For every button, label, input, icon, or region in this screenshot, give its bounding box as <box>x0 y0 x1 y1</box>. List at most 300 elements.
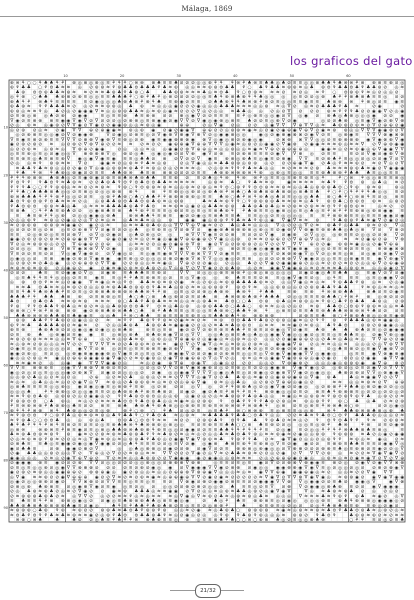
stitch-symbol: ≋ <box>180 166 184 171</box>
stitch-symbol: ○ <box>140 414 144 419</box>
stitch-symbol: ⊕ <box>83 152 87 157</box>
stitch-symbol: ⚘ <box>44 422 48 428</box>
stitch-symbol: ◎ <box>259 333 263 338</box>
stitch-symbol: ♣ <box>281 299 285 305</box>
stitch-symbol: ∇ <box>190 332 195 338</box>
stitch-symbol: ⊛ <box>100 185 104 190</box>
stitch-symbol: ♣ <box>366 413 370 419</box>
stitch-symbol: ◎ <box>225 380 229 385</box>
stitch-symbol: ⊛ <box>344 242 348 247</box>
stitch-symbol: ≋ <box>83 100 87 105</box>
stitch-symbol: ⊘ <box>157 352 161 357</box>
stitch-symbol: ♣ <box>310 194 314 200</box>
stitch-symbol: ⊜ <box>38 281 42 286</box>
stitch-symbol: ⊛ <box>50 228 54 233</box>
stitch-symbol: ⊜ <box>16 81 20 86</box>
stitch-symbol: ≋ <box>248 105 252 110</box>
stitch-symbol: ⊘ <box>304 361 308 366</box>
stitch-symbol: ⊘ <box>298 456 302 461</box>
stitch-symbol: ♣ <box>157 398 161 404</box>
stitch-symbol: ◉ <box>270 266 274 271</box>
stitch-symbol: ≋ <box>157 314 161 319</box>
stitch-symbol: ◎ <box>236 147 240 152</box>
stitch-symbol: ◉ <box>117 252 121 257</box>
stitch-symbol: ⊛ <box>27 219 31 224</box>
stitch-symbol: ∇ <box>383 165 388 171</box>
stitch-symbol: ⊘ <box>389 390 393 395</box>
stitch-symbol: ⊘ <box>83 166 87 171</box>
stitch-symbol: ♣ <box>21 189 25 195</box>
stitch-symbol: ○ <box>129 81 133 86</box>
stitch-symbol: ◎ <box>72 219 76 224</box>
stitch-symbol: ♣ <box>372 308 376 314</box>
stitch-symbol: ⊜ <box>248 90 252 95</box>
stitch-symbol: ⊘ <box>253 242 257 247</box>
stitch-symbol: ∇ <box>281 151 286 157</box>
stitch-symbol: ◎ <box>383 95 387 100</box>
stitch-symbol: ◉ <box>89 266 93 271</box>
stitch-symbol: ⊜ <box>117 309 121 314</box>
stitch-symbol: ◎ <box>72 304 76 309</box>
stitch-symbol: ⊛ <box>242 152 246 157</box>
stitch-symbol: ≋ <box>293 418 297 423</box>
stitch-symbol: ∇ <box>89 123 94 129</box>
stitch-symbol: ⊕ <box>281 376 285 381</box>
stitch-symbol: ⊛ <box>21 114 25 119</box>
stitch-symbol: ⊗ <box>395 361 399 366</box>
stitch-symbol: ⊘ <box>310 223 314 228</box>
stitch-symbol: ≋ <box>219 347 223 352</box>
stitch-symbol: ≋ <box>265 304 269 309</box>
stitch-symbol: ♣ <box>55 322 59 328</box>
stitch-symbol: ⊘ <box>298 304 302 309</box>
stitch-symbol: ◉ <box>106 257 110 262</box>
stitch-symbol: ⊘ <box>378 404 382 409</box>
stitch-symbol: ◉ <box>202 342 206 347</box>
stitch-symbol: ⊛ <box>349 95 353 100</box>
stitch-symbol: ⊛ <box>117 200 121 205</box>
stitch-symbol: ⊛ <box>16 338 20 343</box>
stitch-symbol: ⊛ <box>44 428 48 433</box>
stitch-symbol: ⊘ <box>129 133 133 138</box>
stitch-symbol: ⊘ <box>78 138 82 143</box>
stitch-symbol: ◎ <box>174 266 178 271</box>
stitch-symbol: ◎ <box>185 162 189 167</box>
stitch-symbol: ⊘ <box>349 262 353 267</box>
stitch-symbol: ≋ <box>191 423 195 428</box>
stitch-symbol: ⚘ <box>247 441 251 447</box>
stitch-symbol: ◉ <box>16 119 20 124</box>
stitch-symbol: ◎ <box>100 409 104 414</box>
stitch-symbol: ◉ <box>78 166 82 171</box>
stitch-symbol: ⊗ <box>383 252 387 257</box>
stitch-symbol: ⊘ <box>253 347 257 352</box>
stitch-symbol: ○ <box>344 190 348 195</box>
stitch-symbol: ≋ <box>287 290 291 295</box>
stitch-symbol: ⊕ <box>185 447 189 452</box>
stitch-symbol: ≋ <box>27 442 31 447</box>
stitch-symbol: ⊛ <box>123 428 127 433</box>
stitch-symbol: ◎ <box>304 437 308 442</box>
stitch-symbol: ♣ <box>366 427 370 433</box>
stitch-symbol: ◉ <box>66 257 70 262</box>
stitch-symbol: ◎ <box>259 323 263 328</box>
stitch-symbol: ⊛ <box>146 328 150 333</box>
stitch-symbol: ⊘ <box>89 376 93 381</box>
stitch-symbol: ≋ <box>259 114 263 119</box>
stitch-symbol: ⊘ <box>372 242 376 247</box>
stitch-symbol: ⊜ <box>50 200 54 205</box>
stitch-symbol: ⚘ <box>230 413 234 419</box>
stitch-symbol: ∇ <box>219 142 224 148</box>
stitch-symbol: ◎ <box>276 271 280 276</box>
stitch-symbol: ○ <box>338 295 342 300</box>
stitch-symbol: ≋ <box>180 204 184 209</box>
stitch-symbol: ♣ <box>134 113 138 119</box>
stitch-symbol: ◎ <box>264 252 268 257</box>
stitch-symbol: ⊘ <box>208 395 212 400</box>
stitch-symbol: ⊕ <box>298 262 302 267</box>
stitch-symbol: ♣ <box>349 227 353 233</box>
stitch-symbol: ♣ <box>123 284 127 290</box>
stitch-symbol: ⊛ <box>225 200 229 205</box>
stitch-symbol: ♣ <box>338 299 342 305</box>
stitch-symbol: ≋ <box>117 319 121 324</box>
stitch-symbol: ⊘ <box>72 442 76 447</box>
stitch-symbol: ♣ <box>32 318 36 324</box>
stitch-symbol: ◎ <box>197 376 201 381</box>
stitch-symbol: ⊛ <box>38 119 42 124</box>
stitch-symbol: ⊛ <box>61 395 65 400</box>
stitch-symbol: ◎ <box>383 181 387 186</box>
stitch-symbol: ♣ <box>247 218 251 224</box>
stitch-symbol: ◉ <box>389 452 393 457</box>
stitch-symbol: ⊛ <box>248 242 252 247</box>
stitch-symbol: ♣ <box>344 280 348 286</box>
stitch-symbol: ∇ <box>202 132 207 138</box>
stitch-symbol: ≋ <box>38 442 42 447</box>
stitch-symbol: ≋ <box>140 242 144 247</box>
stitch-symbol: ⊘ <box>310 166 314 171</box>
stitch-symbol: ♣ <box>219 413 223 419</box>
stitch-symbol: ◎ <box>174 404 178 409</box>
stitch-symbol: ◎ <box>100 214 104 219</box>
stitch-symbol: ⊛ <box>16 428 20 433</box>
stitch-symbol: ⊛ <box>344 214 348 219</box>
stitch-symbol: ◎ <box>163 238 167 243</box>
stitch-symbol: ∇ <box>400 156 405 162</box>
stitch-symbol: ⊘ <box>389 114 393 119</box>
stitch-symbol: ⊘ <box>383 404 387 409</box>
stitch-symbol: ⊛ <box>236 347 240 352</box>
stitch-symbol: ◎ <box>83 105 87 110</box>
stitch-symbol: ◎ <box>191 399 195 404</box>
stitch-symbol: ⊛ <box>123 152 127 157</box>
stitch-symbol: ⊘ <box>270 133 274 138</box>
stitch-symbol: ◎ <box>400 185 404 190</box>
stitch-symbol: ⊛ <box>10 105 14 110</box>
stitch-symbol: ⚘ <box>49 275 53 281</box>
stitch-symbol: ♣ <box>338 284 342 290</box>
stitch-symbol: ◎ <box>315 338 319 343</box>
stitch-symbol: ⊘ <box>361 357 365 362</box>
stitch-symbol: ≋ <box>180 181 184 186</box>
stitch-symbol: ≋ <box>163 209 167 214</box>
stitch-symbol: ⊘ <box>293 404 297 409</box>
stitch-symbol: ◎ <box>293 295 297 300</box>
stitch-symbol: ≋ <box>134 385 138 390</box>
stitch-symbol: ◎ <box>304 433 308 438</box>
stitch-symbol: ◎ <box>304 395 308 400</box>
stitch-symbol: ⊛ <box>146 276 150 281</box>
stitch-symbol: ◎ <box>163 105 167 110</box>
stitch-symbol: ⊛ <box>372 285 376 290</box>
stitch-symbol: ∇ <box>264 232 269 238</box>
stitch-symbol: ♣ <box>55 89 59 95</box>
stitch-symbol: ⚘ <box>344 170 348 176</box>
stitch-symbol: ⊜ <box>50 418 54 423</box>
stitch-symbol: ◎ <box>168 371 172 376</box>
stitch-symbol: ∇ <box>190 275 195 281</box>
stitch-symbol: ⊛ <box>265 276 269 281</box>
stitch-symbol: ⊗ <box>293 133 297 138</box>
stitch-symbol: ⊜ <box>33 395 37 400</box>
stitch-symbol: ≋ <box>33 347 37 352</box>
stitch-symbol: ♣ <box>310 199 314 205</box>
stitch-symbol: ◎ <box>117 276 121 281</box>
stitch-symbol: ⊘ <box>83 162 87 167</box>
stitch-symbol: ≋ <box>259 152 263 157</box>
stitch-symbol: ∇ <box>207 375 212 381</box>
stitch-symbol: ∇ <box>366 127 371 133</box>
stitch-symbol: ≋ <box>253 128 257 133</box>
stitch-symbol: ⊜ <box>219 190 223 195</box>
stitch-symbol: ◎ <box>66 176 70 181</box>
stitch-symbol: ⊘ <box>67 437 71 442</box>
stitch-symbol: ∇ <box>371 451 376 457</box>
stitch-symbol: ♣ <box>310 208 314 214</box>
stitch-symbol: ⊘ <box>180 418 184 423</box>
stitch-symbol: ♣ <box>253 417 257 423</box>
stitch-symbol: ⊜ <box>332 209 336 214</box>
stitch-symbol: ⊜ <box>248 195 252 200</box>
stitch-symbol: ⊘ <box>389 376 393 381</box>
stitch-symbol: ◎ <box>264 214 268 219</box>
stitch-symbol: ⊛ <box>117 86 121 91</box>
stitch-symbol: ♣ <box>168 308 172 314</box>
stitch-symbol: ⊘ <box>338 262 342 267</box>
stitch-symbol: ⊘ <box>304 447 308 452</box>
stitch-symbol: ⊘ <box>270 152 274 157</box>
stitch-symbol: ♣ <box>112 199 116 205</box>
stitch-symbol: ∇ <box>213 451 218 457</box>
stitch-symbol: ◉ <box>72 223 76 228</box>
stitch-symbol: ◎ <box>129 242 133 247</box>
stitch-symbol: ⚘ <box>146 94 150 100</box>
stitch-symbol: ⊜ <box>16 300 20 305</box>
stitch-symbol: ♣ <box>55 313 59 319</box>
stitch-symbol: ⊘ <box>197 204 201 209</box>
stitch-symbol: ◎ <box>389 162 393 167</box>
stitch-symbol: ♣ <box>27 85 31 91</box>
stitch-symbol: ≋ <box>129 143 133 148</box>
stitch-symbol: ⊛ <box>168 328 172 333</box>
stitch-symbol: ⊕ <box>180 143 184 148</box>
stitch-symbol: ⊛ <box>361 209 365 214</box>
stitch-symbol: ◉ <box>304 114 308 119</box>
stitch-symbol: ≋ <box>276 276 280 281</box>
stitch-symbol: ⊘ <box>276 399 280 404</box>
stitch-symbol: ◎ <box>259 157 263 162</box>
stitch-symbol: ◎ <box>395 109 399 114</box>
stitch-symbol: ∇ <box>309 237 314 243</box>
stitch-symbol: ∇ <box>388 365 393 371</box>
stitch-symbol: ◎ <box>321 247 325 252</box>
stitch-symbol: ⊛ <box>304 399 308 404</box>
stitch-symbol: ⊕ <box>95 452 99 457</box>
stitch-symbol: ◎ <box>327 361 331 366</box>
stitch-symbol: ⊘ <box>304 390 308 395</box>
stitch-symbol: ⊕ <box>400 262 404 267</box>
stitch-symbol: ⊘ <box>400 181 404 186</box>
stitch-symbol: ◎ <box>247 109 251 114</box>
stitch-symbol: ⊛ <box>327 157 331 162</box>
stitch-symbol: ⊘ <box>38 143 42 148</box>
stitch-symbol: ⊜ <box>151 204 155 209</box>
stitch-symbol: ≋ <box>112 209 116 214</box>
stitch-symbol: ⚘ <box>123 89 127 95</box>
stitch-symbol: ⊘ <box>61 124 65 129</box>
stitch-symbol: ♣ <box>355 94 359 100</box>
stitch-symbol: ♣ <box>117 94 121 100</box>
stitch-symbol: ≋ <box>112 342 116 347</box>
stitch-symbol: ≋ <box>366 271 370 276</box>
stitch-symbol: ◉ <box>400 114 404 119</box>
stitch-symbol: ◎ <box>174 423 178 428</box>
stitch-symbol: ⊘ <box>95 328 99 333</box>
stitch-symbol: ⊛ <box>38 433 42 438</box>
stitch-symbol: ◎ <box>389 414 393 419</box>
stitch-symbol: ⊘ <box>106 143 110 148</box>
stitch-symbol: ♣ <box>259 413 263 419</box>
stitch-symbol: ◉ <box>214 119 218 124</box>
stitch-symbol: ⊘ <box>168 119 172 124</box>
stitch-symbol: ◉ <box>270 143 274 148</box>
stitch-symbol: ≋ <box>95 414 99 419</box>
stitch-symbol: ≋ <box>236 456 240 461</box>
stitch-symbol: ♣ <box>276 294 280 300</box>
stitch-symbol: ◎ <box>168 338 172 343</box>
stitch-symbol: ◎ <box>298 418 302 423</box>
stitch-symbol: ◎ <box>315 233 319 238</box>
stitch-symbol: ⊛ <box>265 100 269 105</box>
stitch-symbol: ⊕ <box>287 376 291 381</box>
stitch-symbol: ≋ <box>208 195 212 200</box>
stitch-symbol: ⚘ <box>230 436 234 442</box>
stitch-symbol: ⊛ <box>253 371 257 376</box>
stitch-symbol: ◉ <box>180 319 184 324</box>
stitch-symbol: ∇ <box>100 261 105 267</box>
stitch-symbol: ⊜ <box>338 418 342 423</box>
stitch-symbol: ◉ <box>191 437 195 442</box>
stitch-symbol: ∇ <box>207 137 212 143</box>
stitch-symbol: ≋ <box>310 181 314 186</box>
stitch-symbol: ⊛ <box>321 95 325 100</box>
stitch-symbol: ◎ <box>355 342 359 347</box>
stitch-symbol: ≋ <box>140 114 144 119</box>
stitch-symbol: ♣ <box>157 180 161 186</box>
stitch-symbol: ♣ <box>213 417 217 423</box>
stitch-symbol: ◉ <box>66 361 70 366</box>
stitch-symbol: ∇ <box>292 280 297 286</box>
stitch-symbol: ◉ <box>270 333 274 338</box>
stitch-symbol: ⊛ <box>202 399 206 404</box>
stitch-symbol: ♣ <box>242 203 246 209</box>
stitch-symbol: ⊘ <box>44 252 48 257</box>
stitch-symbol: ⊜ <box>16 181 20 186</box>
stitch-symbol: ◉ <box>16 257 20 262</box>
stitch-symbol: ⊛ <box>112 90 116 95</box>
stitch-symbol: ⊛ <box>304 176 308 181</box>
stitch-symbol: ≋ <box>61 423 65 428</box>
stitch-symbol: ⊜ <box>157 304 161 309</box>
stitch-symbol: ≋ <box>265 209 269 214</box>
stitch-symbol: ≋ <box>321 395 325 400</box>
stitch-symbol: ◎ <box>321 271 325 276</box>
stitch-symbol: ≋ <box>332 166 336 171</box>
stitch-symbol: ♣ <box>38 318 42 324</box>
stitch-symbol: ◉ <box>83 242 87 247</box>
stitch-symbol: ♣ <box>129 89 133 95</box>
stitch-symbol: ⊕ <box>78 357 82 362</box>
stitch-symbol: ◉ <box>214 338 218 343</box>
stitch-symbol: ◎ <box>123 252 127 257</box>
stitch-symbol: ◎ <box>202 204 206 209</box>
stitch-symbol: ◎ <box>383 195 387 200</box>
stitch-symbol: ≋ <box>298 86 302 91</box>
stitch-symbol: ◎ <box>378 276 382 281</box>
stitch-symbol: ◉ <box>197 276 201 281</box>
stitch-symbol: ≋ <box>117 295 121 300</box>
stitch-symbol: ⊘ <box>366 366 370 371</box>
stitch-symbol: ♣ <box>134 270 138 276</box>
stitch-symbol: ⊘ <box>21 238 25 243</box>
stitch-symbol: ⊘ <box>67 323 71 328</box>
stitch-symbol: ⊛ <box>44 328 48 333</box>
stitch-symbol: ⊘ <box>304 233 308 238</box>
stitch-symbol: ⊘ <box>123 376 127 381</box>
stitch-symbol: ⊛ <box>134 285 138 290</box>
stitch-symbol: ⊘ <box>321 157 325 162</box>
stitch-symbol: ⊘ <box>95 399 99 404</box>
stitch-symbol: ⊘ <box>197 395 201 400</box>
stitch-symbol: ◉ <box>95 395 99 400</box>
stitch-symbol: ⊘ <box>44 456 48 461</box>
stitch-symbol: ♣ <box>106 308 110 314</box>
stitch-symbol: ◎ <box>214 271 218 276</box>
stitch-symbol: ⊗ <box>83 238 87 243</box>
stitch-symbol: ◉ <box>180 128 184 133</box>
stitch-symbol: ≋ <box>112 114 116 119</box>
stitch-symbol: ⊘ <box>225 357 229 362</box>
stitch-symbol: ◉ <box>78 314 82 319</box>
stitch-symbol: ◉ <box>168 152 172 157</box>
stitch-symbol: ◎ <box>95 285 99 290</box>
stitch-symbol: ≋ <box>202 319 206 324</box>
stitch-symbol: ∇ <box>377 375 382 381</box>
stitch-symbol: ⊛ <box>27 238 31 243</box>
stitch-symbol: ◎ <box>293 304 297 309</box>
